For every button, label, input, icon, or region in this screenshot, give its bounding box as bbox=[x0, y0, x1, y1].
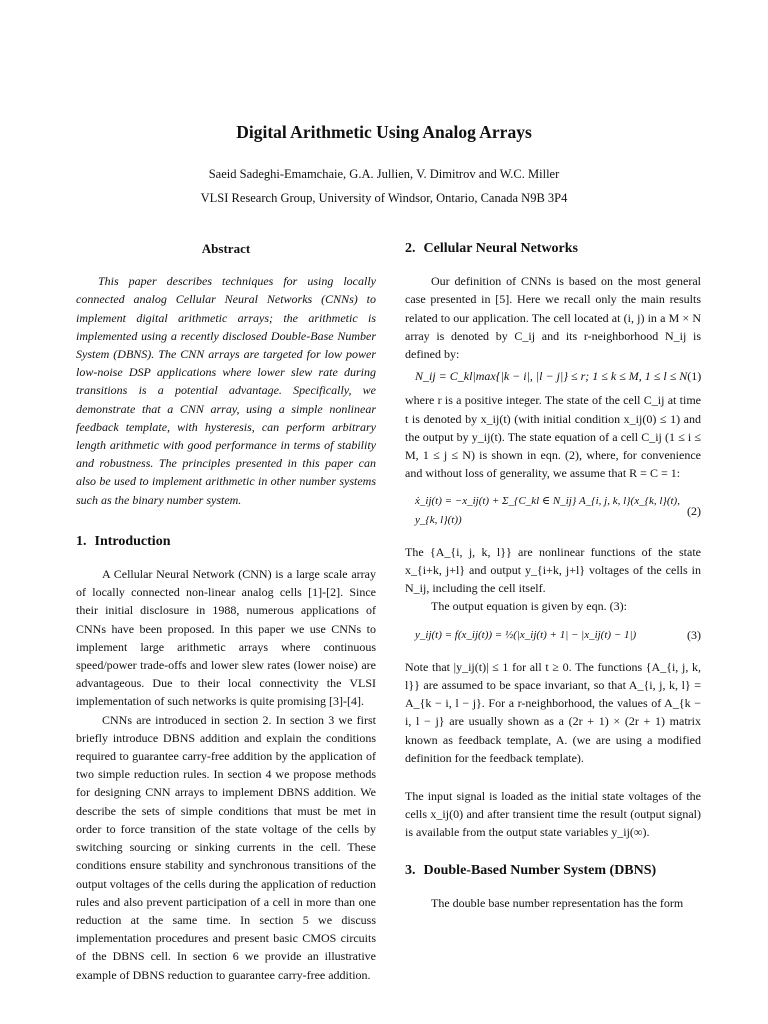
cnn-paragraph-3: The {A_{i, j, k, l}} are nonlinear functions of the state x_{i+k, j+l} and output y_{i+k, j+l} voltages of the cells in N_ij, including the cell itself. bbox=[405, 544, 701, 596]
equation-1-body: N_ij = C_kl|max{|k − i|, |l − j|} ≤ r; 1 ≤ k ≤ M, 1 ≤ l ≤ N bbox=[415, 369, 688, 384]
cnn-paragraph-4: The output equation is given by eqn. (3): bbox=[431, 599, 627, 614]
section-1-title: Introduction bbox=[94, 533, 171, 549]
abstract-text: This paper describes techniques for using locally connected analog Cellular Neural Networks (CNNs) to implement digital arithmetic arrays; the arithmetic is implemented using a recently disclosed Double-Base Number System (DBNS). The CNN arrays are targeted for low power low-noise DSP applications where lower slew rate during transitions is a potential advantage. Specifically, we demonstrate that a CNN array, using a simple nonlinear feedback template, with hysteresis, can perform arbitrary length arithmetic with good performance in terms of stability and robustness. The principles presented in this paper can also be used to implement arithmetic in other number systems such as the binary number system. bbox=[76, 274, 376, 507]
affiliation: VLSI Research Group, University of Windsor, Ontario, Canada N9B 3P4 bbox=[200, 191, 568, 205]
cnn-paragraph-6: The input signal is loaded as the initial state voltages of the cells x_ij(0) and after transient time the result (output signal) is available from the output state variables y_ij(∞). bbox=[405, 789, 701, 840]
equation-2-body: ẋ_ij(t) = −x_ij(t) + Σ_{C_kl ∈ N_ij} A_{i, j, k, l}(x_{k, l}(t), y_{k, l}(t)) bbox=[415, 495, 680, 526]
equation-3-number: (3) bbox=[687, 627, 701, 642]
section-2-heading bbox=[405, 240, 701, 258]
section-3-heading bbox=[405, 862, 701, 880]
section-2-title: Cellular Neural Networks bbox=[423, 241, 578, 256]
equation-3-body: y_ij(t) = f(x_ij(t)) = ½(|x_ij(t) + 1| − |x_ij(t) − 1|) bbox=[415, 628, 637, 641]
dbns-paragraph-1: The double base number representation has the form bbox=[431, 895, 684, 910]
left-column bbox=[76, 240, 376, 984]
section-1-number: 1. bbox=[76, 533, 87, 549]
equation-3 bbox=[415, 626, 701, 644]
section-3-number: 3. bbox=[405, 862, 416, 878]
paper-title: Digital Arithmetic Using Analog Arrays bbox=[236, 122, 532, 142]
cnn-paragraph-5: Note that |y_ij(t)| ≤ 1 for all t ≥ 0. The functions {A_{i, j, k, l}} are assumed to be space invariant, so that A_{i, j, k, l} = A_{k − i, l − j}. For a r-neighborhood, the values of A_{k − i, l − j} are usually shown as a (2r + 1) × (2r + 1) matrix known as feedback template, A. (we are using a modified definition for the feedback template). bbox=[405, 659, 701, 765]
equation-1 bbox=[415, 367, 701, 385]
right-column bbox=[405, 240, 701, 912]
equation-2 bbox=[415, 492, 701, 528]
intro-paragraph-2: CNNs are introduced in section 2. In section 3 we first briefly introduce DBNS addition and explain the conditions required to guarantee carry-free addition by the application of two simple reduction rules. In section 4 we propose methods for designing CNN arrays to implement DBNS addition. We describe the sets of simple conditions that must be met in order to force transition of the state voltage of the cells by switching sourcing or sinking currents in the cell. These conditions ensure stability and synchronous transitions of the output voltages of the cells during the application of reduction rules and also prevent participation of a cell in more than one reduction at the same time. In section 5 we discuss implementation procedures and present basic CMOS circuits of the DBNS cell. In section 6 we provide an illustrative example of DBNS reduction to guarantee carry-free addition. bbox=[76, 712, 376, 982]
cnn-paragraph-1: Our definition of CNNs is based on the most general case presented in [5]. Here we recall only the main results related to our application. The cell located at (i, j) in a M × N array is denoted by C_ij and its r-neighborhood N_ij is defined by: bbox=[405, 274, 701, 362]
section-1-heading bbox=[76, 533, 376, 551]
equation-2-number: (2) bbox=[687, 503, 701, 518]
author-list: Saeid Sadeghi-Emamchaie, G.A. Jullien, V. Dimitrov and W.C. Miller bbox=[208, 167, 560, 181]
intro-paragraph-1: A Cellular Neural Network (CNN) is a large scale array of locally connected non-linear analog cells [1]-[2]. Since their initial disclosure in 1988, numerous applications of CNNs have been proposed. In this paper we use CNNs to implement large arithmetic arrays where continuous speed/power trade-offs and lower slew rates (lower noise) are advantageous. Due to their local connectivity the VLSI implementation of such networks is quite promising [3]-[4]. bbox=[76, 567, 376, 709]
section-2-number: 2. bbox=[405, 241, 416, 256]
section-3-title: Double-Based Number System (DBNS) bbox=[423, 862, 657, 878]
cnn-paragraph-2: where r is a positive integer. The state of the cell C_ij at time t is denoted by x_ij(t) (with initial condition x_ij(0) ≤ 1) and the output by y_ij(t). The state equation of a cell C_ij (1 ≤ i ≤ M, 1 ≤ j ≤ N) is shown in eqn. (2), where, for convenience and without loss of generality, we assume that R = C = 1: bbox=[405, 393, 701, 481]
equation-1-number: (1) bbox=[687, 369, 702, 384]
abstract-heading: Abstract bbox=[201, 241, 251, 256]
